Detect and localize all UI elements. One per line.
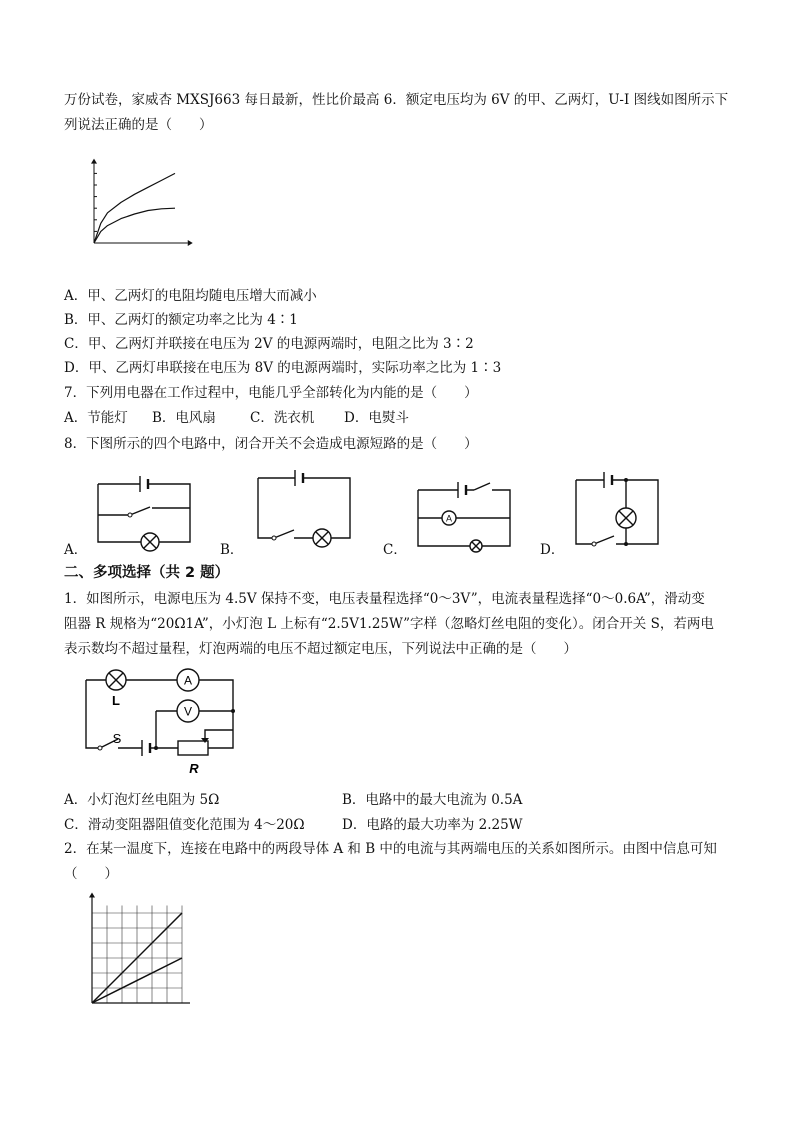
m1-option-b: B．电路中的最大电流为 0.5A xyxy=(342,792,523,808)
m1-option-d: D．电路的最大功率为 2.25W xyxy=(342,817,523,833)
m1-circuit xyxy=(70,663,250,778)
m1-voltmeter-label: V xyxy=(183,704,193,719)
q7-option-b: B．电风扇 xyxy=(152,410,216,426)
q6-option-d: D．甲、乙两灯串联接在电压为 8V 的电源两端时，实际功率之比为 1∶3 xyxy=(64,360,502,376)
m1-switch-label: S xyxy=(112,731,122,746)
m2-ui-chart xyxy=(64,895,224,1020)
q6-option-a: A．甲、乙两灯的电阻均随电压增大而减小 xyxy=(64,288,317,304)
series-line-yi xyxy=(94,208,175,243)
m2-stem-line2: （ ） xyxy=(64,866,118,882)
q8-stem: 8．下图所示的四个电路中，闭合开关不会造成电源短路的是（ ） xyxy=(64,436,478,452)
q8-circuit-a xyxy=(90,470,200,550)
q8-circuit-b xyxy=(250,470,360,550)
m1-stem-line1: 1．如图所示，电源电压为 4.5V 保持不变，电压表量程选择“0～3V”，电流表量程选择“0～0.6A”，滑动变 xyxy=(64,591,705,607)
q7-stem: 7．下列用电器在工作过程中，电能几乎全部转化为内能的是（ ） xyxy=(64,385,478,401)
m2-stem-line1: 2．在某一温度下，连接在电路中的两段导体 A 和 B 中的电流与其两端电压的关系如图所示。由图中信息可知 xyxy=(64,841,717,857)
section2-title: 二、多项选择（共 2 题） xyxy=(64,565,230,581)
m1-option-a: A．小灯泡灯丝电阻为 5Ω xyxy=(64,792,220,808)
m1-lamp-label: L xyxy=(112,693,120,708)
q8-label-d: D． xyxy=(540,542,565,558)
q6-ui-chart xyxy=(64,148,234,270)
q8-label-a: A． xyxy=(64,542,88,558)
m1-stem-line2: 阻器 R 规格为“20Ω1A”，小灯泡 L 上标有“2.5V1.25W”字样（忽略灯丝电阻的变化）。闭合开关 S，若两电 xyxy=(64,616,714,632)
q6-option-b: B．甲、乙两灯的额定功率之比为 4∶1 xyxy=(64,312,298,328)
q6-option-c: C．甲、乙两灯并联接在电压为 2V 的电源两端时，电阻之比为 3∶2 xyxy=(64,336,474,352)
m1-stem-line3: 表示数均不超过量程，灯泡两端的电压不超过额定电压，下列说法中正确的是（ ） xyxy=(64,641,577,657)
q6-stem-line2: 列说法正确的是（ ） xyxy=(64,117,213,133)
m1-rheostat-label: R xyxy=(189,761,199,776)
q8-label-c: C． xyxy=(383,542,407,558)
q7-option-c: C．洗衣机 xyxy=(250,410,315,426)
q8-c-ammeter-symbol: A xyxy=(445,513,453,524)
y-axis-arrow xyxy=(91,159,97,164)
y-axis-arrow xyxy=(89,893,95,898)
x-axis-arrow xyxy=(188,240,193,246)
m1-option-c: C．滑动变阻器阻值变化范围为 4～20Ω xyxy=(64,817,305,833)
m1-ammeter-label: A xyxy=(183,673,193,688)
q8-circuit-c xyxy=(410,478,520,556)
q7-option-a: A．节能灯 xyxy=(64,410,128,426)
q8-label-b: B． xyxy=(220,542,244,558)
q6-stem-line1: 万份试卷，家威杏 MXSJ663 每日最新，性比价最高 6．额定电压均为 6V 的甲、乙两灯，U-I 图线如图所示下 xyxy=(64,92,729,108)
q7-option-d: D．电熨斗 xyxy=(344,410,409,426)
q8-circuit-d xyxy=(568,470,668,552)
